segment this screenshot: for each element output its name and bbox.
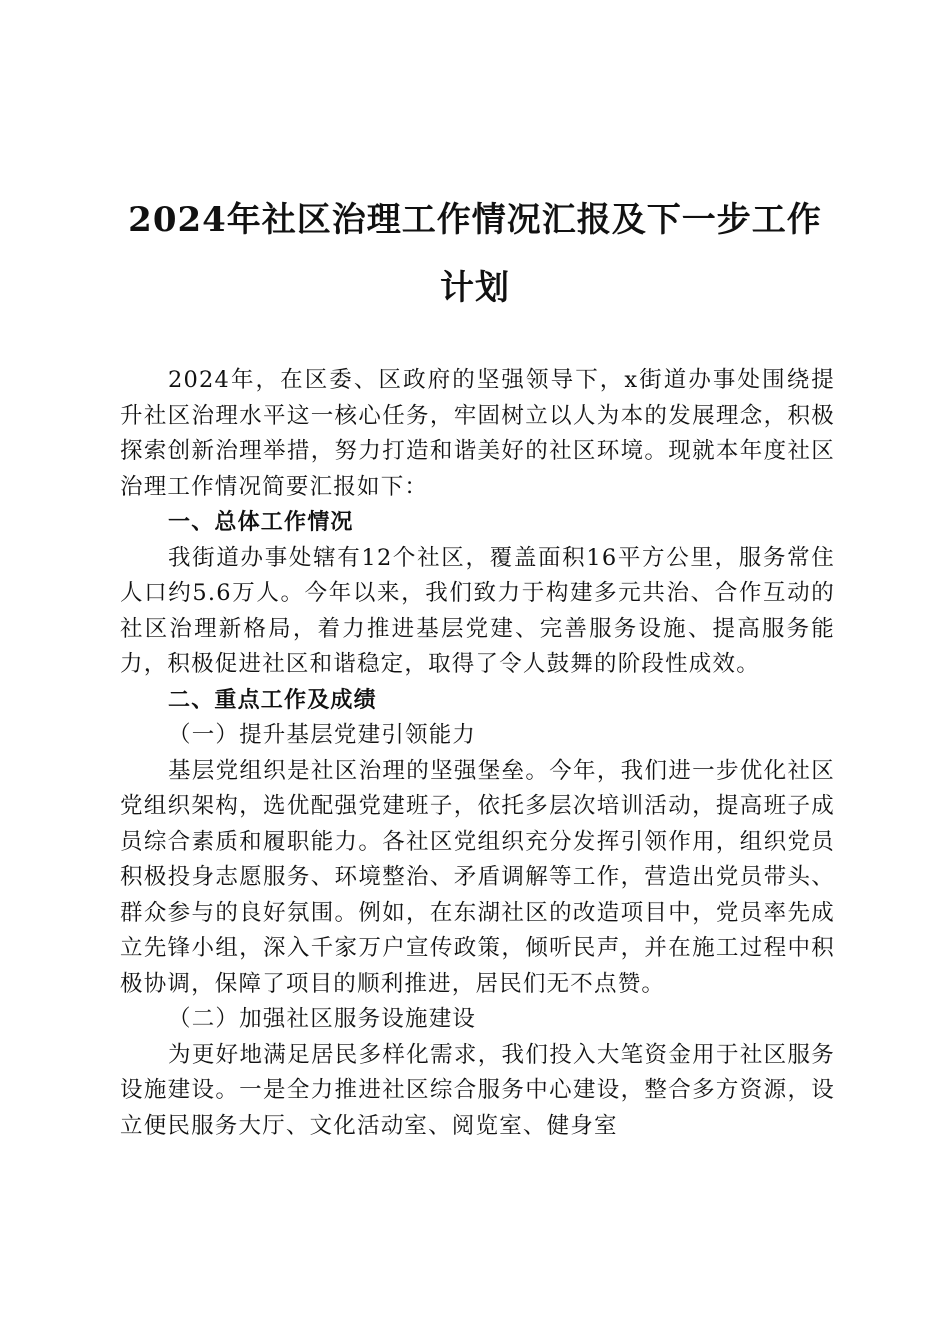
section-heading-key-work: 二、重点工作及成绩 [168,687,377,713]
section-heading-overview: 一、总体工作情况 [168,510,354,535]
document-title-line-2: 计划 [440,268,510,308]
subsection-heading-facilities: （二）加强社区服务设施建设 [168,1006,477,1032]
intro-paragraph: 2024年，在区委、区政府的坚强领导下，x街道办事处围绕提升社区治理水平这一核心任务，牢固树立以人为本的发展理念，积极探索创新治理举措，努力打造和谐美好的社区环境。现就本年度社区治理工作情况简要汇报如下： [120,367,835,500]
document-body [120,363,835,1144]
facilities-paragraph: 为更好地满足居民多样化需求，我们投入大笔资金用于社区服务设施建设。一是全力推进社区综合服务中心建设，整合多方资源，设立便民服务大厅、文化活动室、阅览室、健身室 [120,1041,835,1139]
document-title-line-1: 2024年社区治理工作情况汇报及下一步工作 [128,200,822,240]
subsection-heading-party-building: （一）提升基层党建引领能力 [168,722,477,748]
party-building-paragraph: 基层党组织是社区治理的坚强堡垒。今年，我们进一步优化社区党组织架构，选优配强党建班子，依托多层次培训活动，提高班子成员综合素质和履职能力。各社区党组织充分发挥引领作用，组织党员积极投身志愿服务、环境整治、矛盾调解等工作，营造出党员带头、群众参与的良好氛围。例如，在东湖社区的改造项目中，党员率先成立先锋小组，深入千家万户宣传政策，倾听民声，并在施工过程中积极协调，保障了项目的顺利推进，居民们无不点赞。 [120,757,835,997]
overview-paragraph: 我街道办事处辖有12个社区，覆盖面积16平方公里，服务常住人口约5.6万人。今年以来，我们致力于构建多元共治、合作互动的社区治理新格局，着力推进基层党建、完善服务设施、提高服务能力，积极促进社区和谐稳定，取得了令人鼓舞的阶段性成效。 [120,544,835,677]
